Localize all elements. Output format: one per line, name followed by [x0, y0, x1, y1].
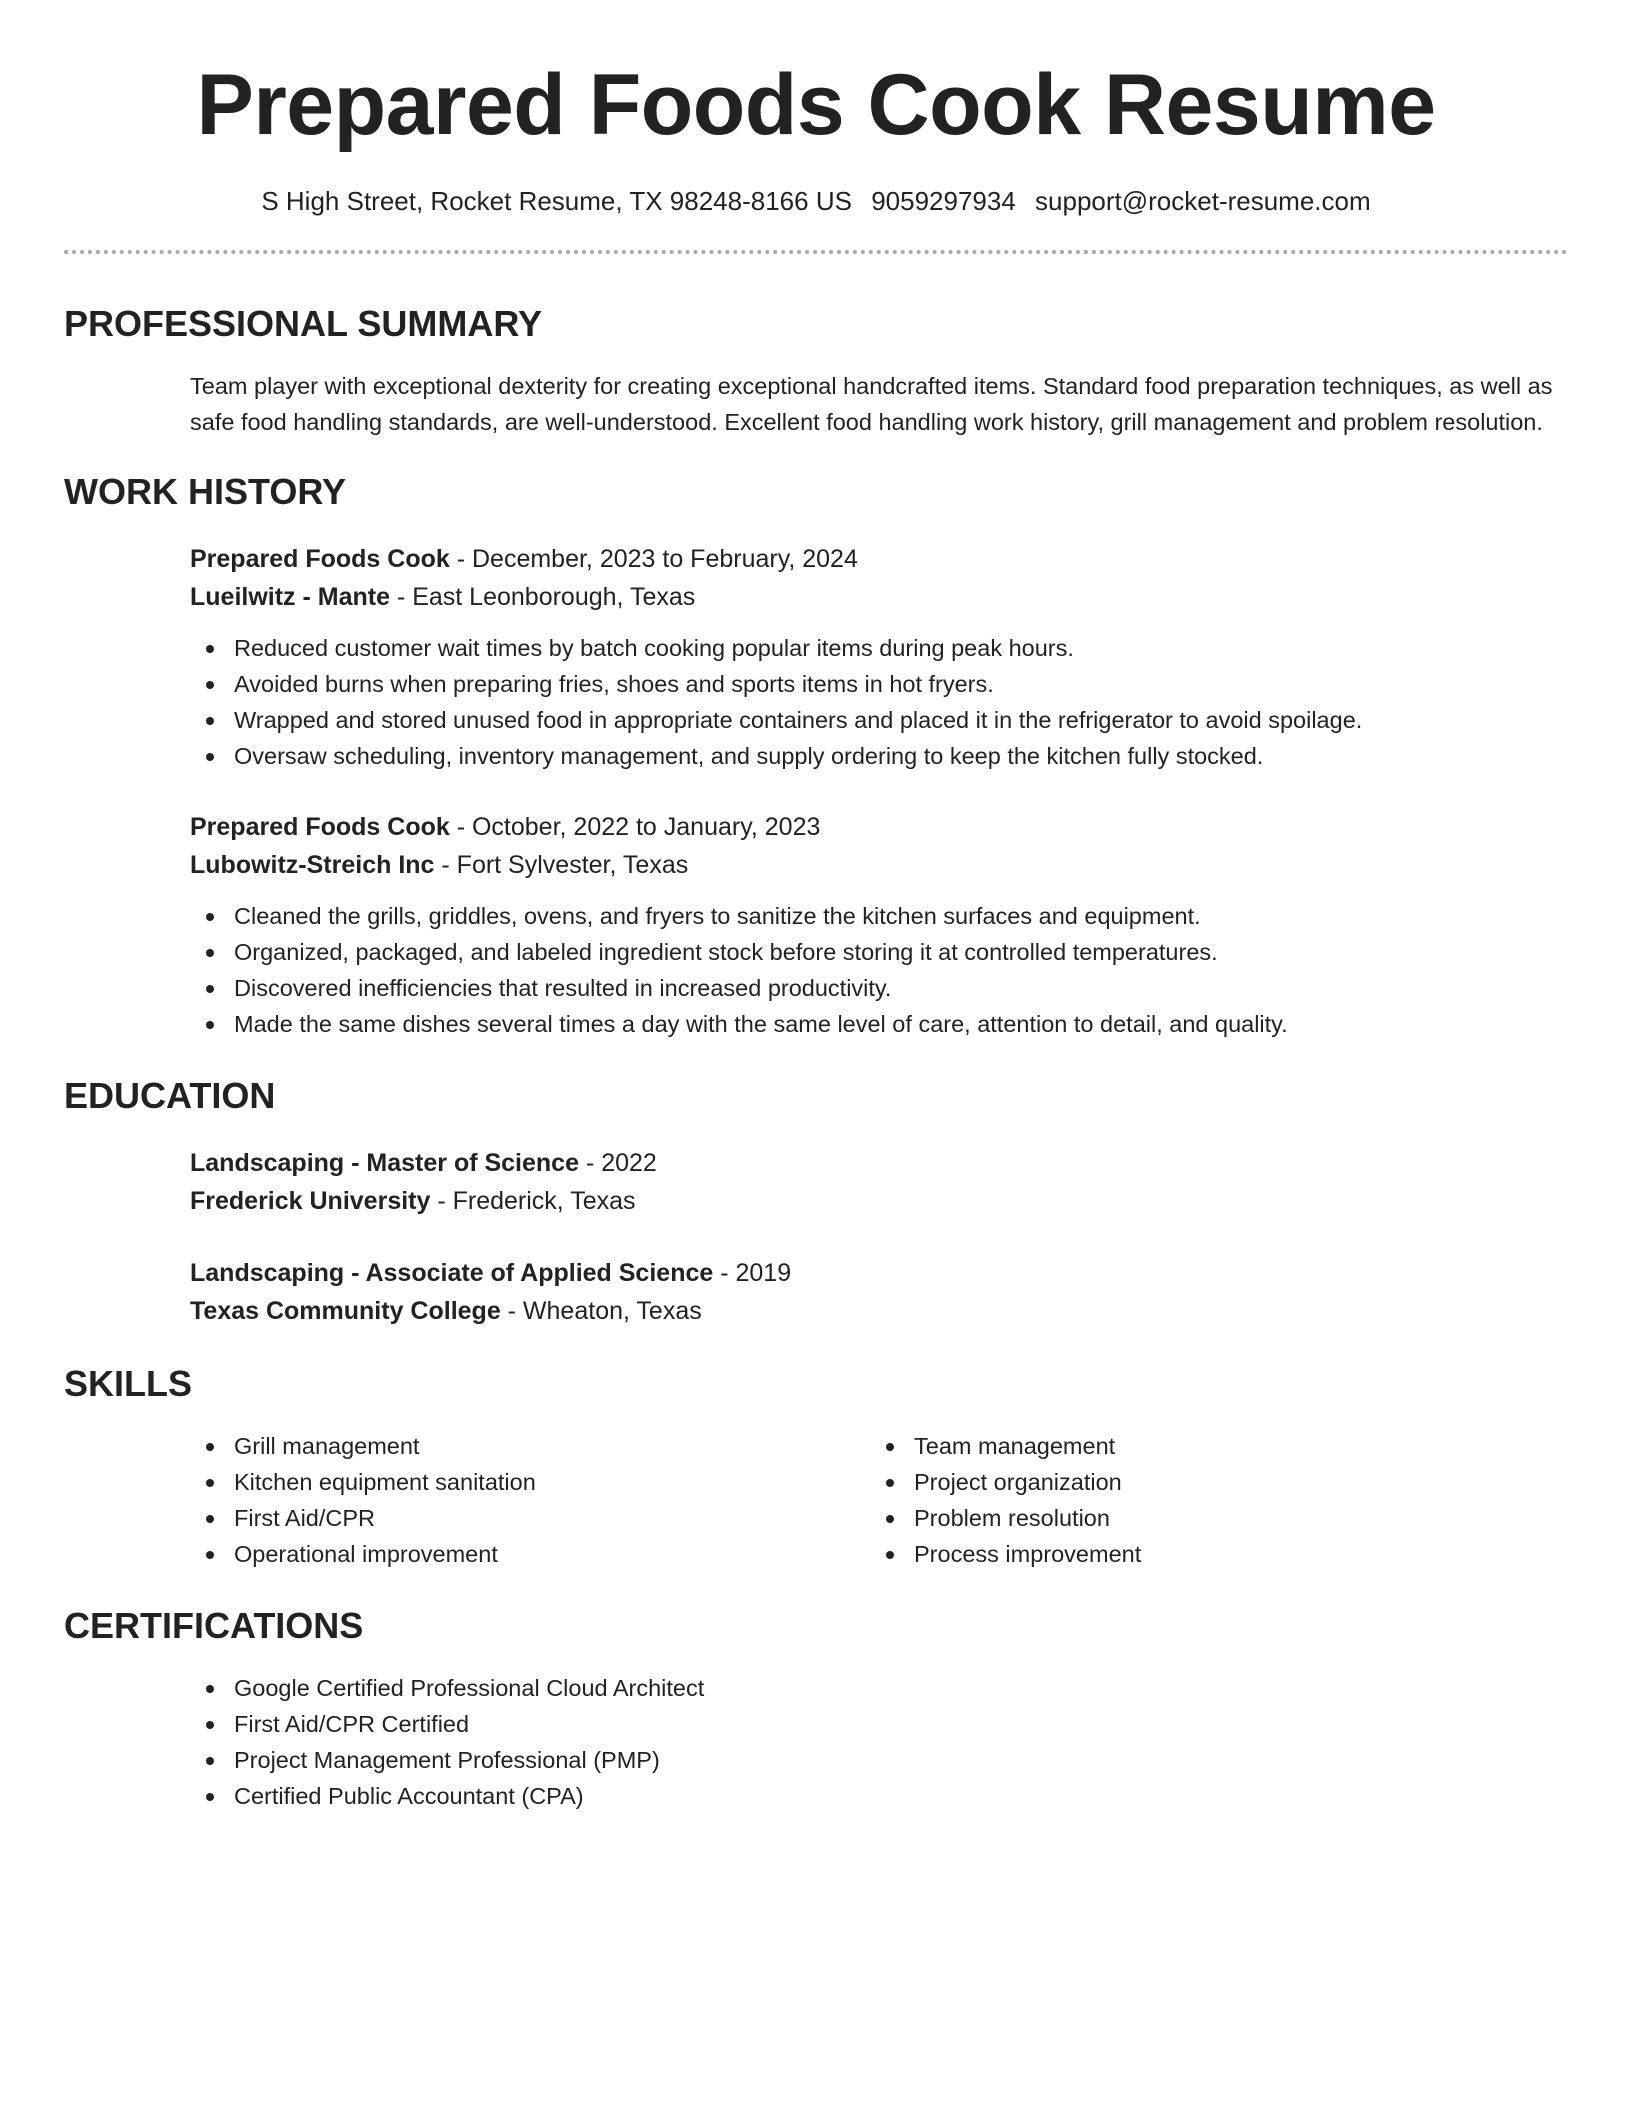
- education-heading: EDUCATION: [64, 1075, 276, 1116]
- school-location: - Frederick, Texas: [430, 1187, 636, 1215]
- certification-item: First Aid/CPR Certified: [190, 1706, 1568, 1742]
- job-company: Lubowitz-Streich Inc: [190, 851, 435, 879]
- education-entry: [190, 1144, 1568, 1220]
- contact-address: S High Street, Rocket Resume, TX 98248-8166 US: [261, 186, 852, 216]
- skills-column-2: [870, 1428, 1470, 1572]
- school: Texas Community College: [190, 1297, 501, 1325]
- certification-item: Certified Public Accountant (CPA): [190, 1778, 1568, 1814]
- job-bullet: Discovered inefficiencies that resulted in increased productivity.: [190, 970, 1568, 1006]
- job-location: - East Leonborough, Texas: [390, 583, 696, 611]
- job-entry: [190, 540, 1568, 774]
- job-bullet: Cleaned the grills, griddles, ovens, and fryers to sanitize the kitchen surfaces and equipment.: [190, 898, 1568, 934]
- job-location: - Fort Sylvester, Texas: [434, 851, 689, 879]
- job-company: Lueilwitz - Mante: [190, 583, 390, 611]
- certification-item: Google Certified Professional Cloud Architect: [190, 1670, 1568, 1706]
- job-title: Prepared Foods Cook: [190, 545, 450, 573]
- job-bullets: [190, 898, 1568, 1042]
- job-bullet: Reduced customer wait times by batch cooking popular items during peak hours.: [190, 630, 1568, 666]
- contact-line: [64, 188, 1568, 214]
- degree-line: [190, 1144, 1568, 1182]
- job-title-line: [190, 808, 1568, 846]
- job-company-line: [190, 846, 1568, 884]
- job-bullet: Made the same dishes several times a day with the same level of care, attention to detail, and quality.: [190, 1006, 1568, 1042]
- degree-year: - 2022: [579, 1149, 657, 1177]
- work-history-section: [190, 540, 1568, 1042]
- skill-item: Problem resolution: [870, 1500, 1470, 1536]
- summary-text: Team player with exceptional dexterity for creating exceptional handcrafted items. Standard food preparation techniques, as well as safe food handling standards, are well-understood. Excellent food handling work history, grill management and problem resolution.: [190, 373, 1553, 435]
- certifications-section: [190, 1670, 1568, 1814]
- skill-item: Grill management: [190, 1428, 870, 1464]
- job-entry: [190, 808, 1568, 1042]
- certifications-list: [190, 1670, 1568, 1814]
- job-title-line: [190, 540, 1568, 578]
- skill-item: Process improvement: [870, 1536, 1470, 1572]
- job-bullet: Oversaw scheduling, inventory management, and supply ordering to keep the kitchen fully stocked.: [190, 738, 1568, 774]
- job-bullets: [190, 630, 1568, 774]
- header-divider: [64, 250, 1568, 254]
- skills-columns: [190, 1428, 1568, 1572]
- skill-item: Team management: [870, 1428, 1470, 1464]
- skills-column-1: [190, 1428, 870, 1572]
- work-history-heading: WORK HISTORY: [64, 471, 347, 512]
- skills-heading: SKILLS: [64, 1363, 193, 1404]
- summary-section: [190, 368, 1568, 440]
- job-bullet: Avoided burns when preparing fries, shoes and sports items in hot fryers.: [190, 666, 1568, 702]
- job-company-line: [190, 578, 1568, 616]
- degree: Landscaping - Master of Science: [190, 1149, 579, 1177]
- skill-item: Project organization: [870, 1464, 1470, 1500]
- contact-email: support@rocket-resume.com: [1035, 186, 1371, 216]
- certification-item: Project Management Professional (PMP): [190, 1742, 1568, 1778]
- school: Frederick University: [190, 1187, 431, 1215]
- school-line: [190, 1182, 1568, 1220]
- school-location: - Wheaton, Texas: [500, 1297, 702, 1325]
- education-entry: [190, 1254, 1568, 1330]
- degree: Landscaping - Associate of Applied Science: [190, 1259, 714, 1287]
- skills-section: [190, 1428, 1568, 1572]
- certifications-heading: CERTIFICATIONS: [64, 1605, 364, 1646]
- school-line: [190, 1292, 1568, 1330]
- education-section: [190, 1144, 1568, 1330]
- degree-line: [190, 1254, 1568, 1292]
- summary-heading: PROFESSIONAL SUMMARY: [64, 303, 543, 344]
- contact-phone: 9059297934: [871, 186, 1016, 216]
- degree-year: - 2019: [713, 1259, 792, 1287]
- job-bullet: Organized, packaged, and labeled ingredient stock before storing it at controlled temperatures.: [190, 934, 1568, 970]
- skill-item: Kitchen equipment sanitation: [190, 1464, 870, 1500]
- job-bullet: Wrapped and stored unused food in appropriate containers and placed it in the refrigerator to avoid spoilage.: [190, 702, 1568, 738]
- skill-item: Operational improvement: [190, 1536, 870, 1572]
- job-title: Prepared Foods Cook: [190, 813, 450, 841]
- resume-title: Prepared Foods Cook Resume: [196, 57, 1436, 153]
- skill-item: First Aid/CPR: [190, 1500, 870, 1536]
- job-dates: - December, 2023 to February, 2024: [449, 545, 858, 573]
- job-dates: - October, 2022 to January, 2023: [449, 813, 821, 841]
